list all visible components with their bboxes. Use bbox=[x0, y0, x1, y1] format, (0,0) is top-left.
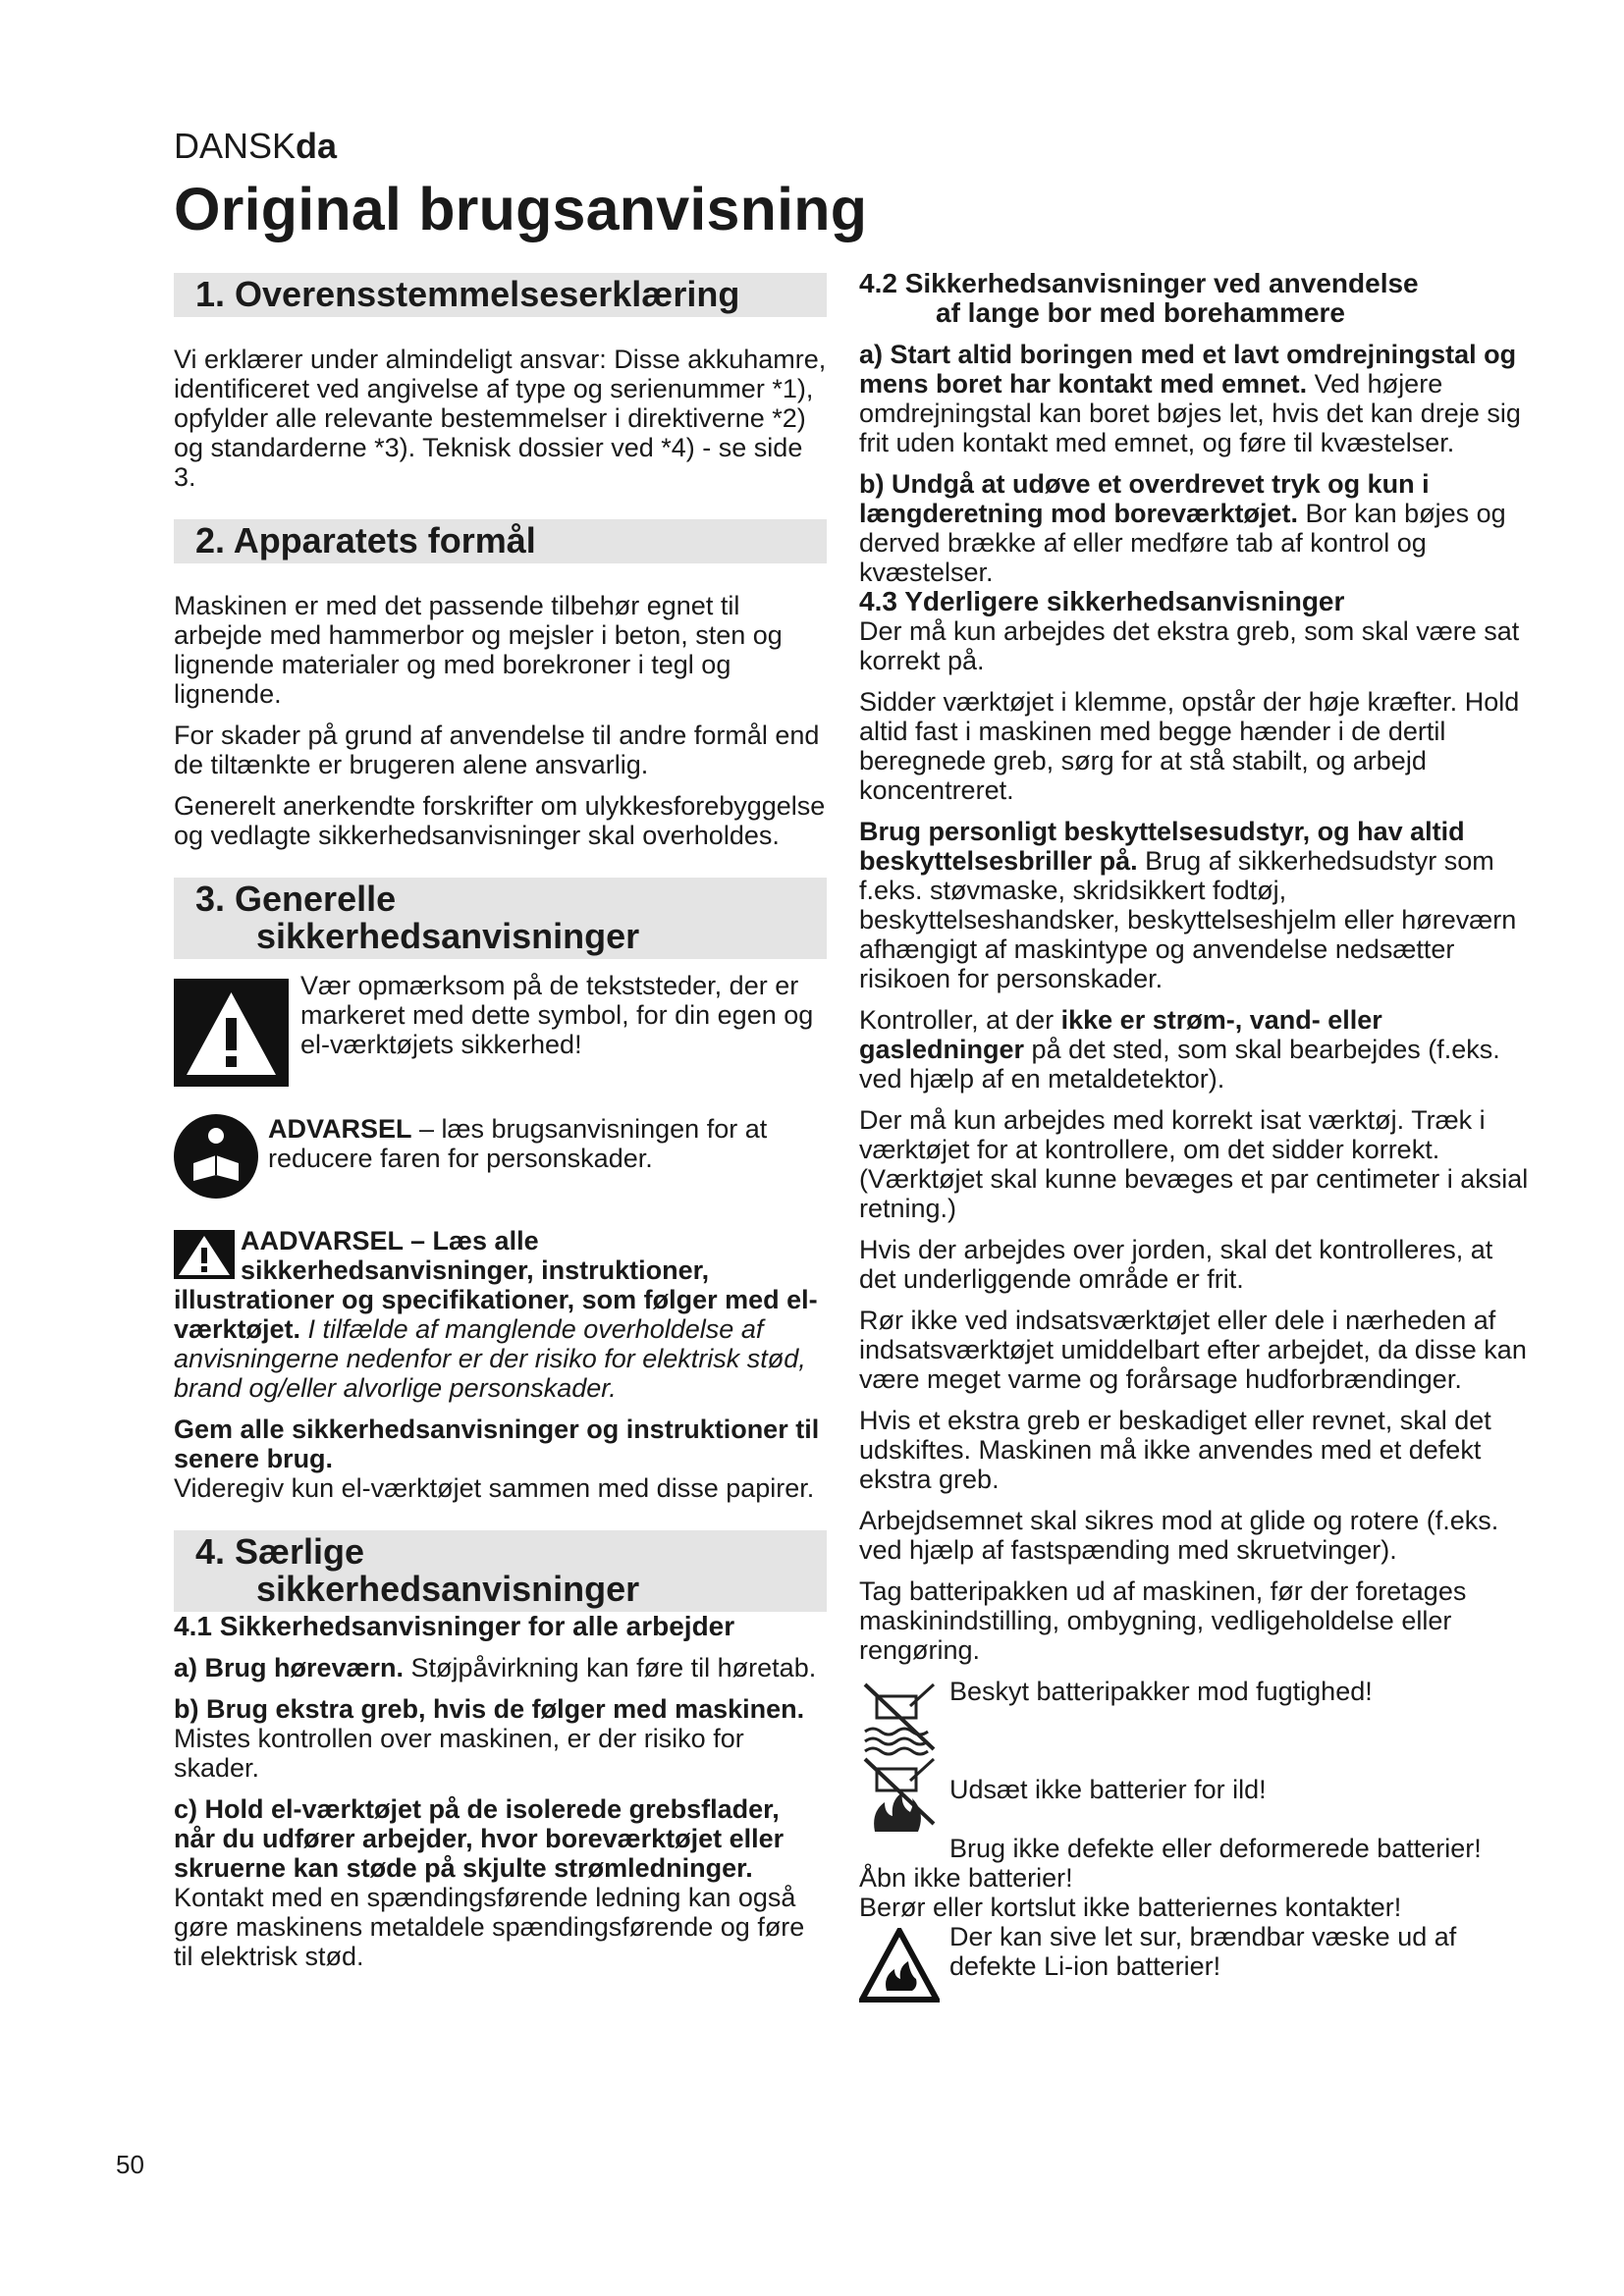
aadvarsel-note bbox=[174, 1226, 827, 1403]
warning-triangle-icon bbox=[174, 979, 289, 1087]
aadvarsel-text: AADVARSEL – Læs alle sikkerhedsanvisninger, instruktioner, illustrationer og specifikationer, som følger med el-værktøjet. I tilfælde af manglende overholdelse af anvisningerne nedenfor er der risiko for elektrisk stød, brand og/eller alvorlige personskader. bbox=[174, 1226, 818, 1403]
rule-4-2-a: a) Start altid boringen med et lavt omdrejningstal og mens boret har kontakt med emnet. Ved højere omdrejningstal kan boret bøjes let, hvis det kan dreje sig frit uden kontakt med emnet, og føre til kvæstelser. bbox=[859, 340, 1521, 457]
symbol-note-text: Vær opmærksom på de tekststeder, der er markeret med dette symbol, for din egen og el-værktøjets sikkerhed! bbox=[300, 971, 814, 1059]
battery-note-4: Åbn ikke batterier! bbox=[859, 1863, 1073, 1893]
small-warning-icon bbox=[174, 1230, 235, 1279]
rule-a: a) Brug høreværn. Støjpåvirkning kan føre til høretab. bbox=[174, 1653, 817, 1682]
section-2-text-2: For skader på grund af anvendelse til andre formål end de tiltænkte er brugeren alene ansvarlig. bbox=[174, 721, 820, 779]
advarsel-note bbox=[174, 1114, 827, 1199]
section-1-text: Vi erklærer under almindeligt ansvar: Disse akkuhamre, identificeret ved angivelse af type og serienummer *1), opfylder alle relevante bestemmelser i direktiverne *2) og standarderne *3). Teknisk dossier ved *4) - se side 3. bbox=[174, 345, 827, 492]
read-manual-icon bbox=[174, 1114, 258, 1199]
battery-note-6: Der kan sive let sur, brændbar væske ud af defekte Li-ion batterier! bbox=[949, 1922, 1457, 1981]
battery-note-2: Udsæt ikke batterier for ild! bbox=[949, 1775, 1267, 1804]
page-title: Original brugsanvisning bbox=[174, 176, 868, 242]
section-4-3-heading: 4.3 Yderligere sikkerhedsanvisninger bbox=[859, 586, 1345, 616]
section-4-heading: 4. Særlige sikkerhedsanvisninger bbox=[174, 1530, 827, 1612]
battery-note-5: Berør eller kortslut ikke batteriernes kontakter! bbox=[859, 1893, 1402, 1922]
language-label: DANSKda bbox=[174, 126, 338, 166]
rule-c: c) Hold el-værktøjet på de isolerede grebsflader, når du udfører arbejder, hvor boreværktøjet eller skruerne kan støde på skjulte strømledninger. Kontakt med en spændingsførende ledning kan også gøre maskinens metaldele spændingsførende og føre til elektrisk stød. bbox=[174, 1794, 805, 1971]
paragraph-4: Kontroller, at der ikke er strøm-, vand- eller gasledninger på det sted, som skal bearbejdes (f.eks. ved hjælp af en metaldetektor). bbox=[859, 1005, 1500, 1094]
battery-leak-note bbox=[859, 1922, 1529, 2002]
paragraph-7: Rør ikke ved indsatsværktøjet eller dele i nærheden af indsatsværktøjet umiddelbart efter arbejdet, da disse kan være meget varme og forårsage hudforbrændinger. bbox=[859, 1306, 1527, 1394]
section-2-text-1: Maskinen er med det passende tilbehør egnet til arbejde med hammerbor og mejsler i beton, sten og lignende materialer og med borekroner i tegl og lignende. bbox=[174, 591, 783, 709]
paragraph-6: Hvis der arbejdes over jorden, skal det kontrolleres, at det underliggende område er frit. bbox=[859, 1235, 1493, 1294]
section-4-1-heading: 4.1 Sikkerhedsanvisninger for alle arbejder bbox=[174, 1611, 735, 1641]
symbol-note bbox=[174, 971, 827, 1087]
right-column bbox=[859, 269, 1529, 2002]
advarsel-text: ADVARSEL – læs brugsanvisningen for at reducere faren for personskader. bbox=[268, 1114, 768, 1173]
section-2-text-3: Generelt anerkendte forskrifter om ulykkesforebyggelse og vedlagte sikkerhedsanvisninger skal overholdes. bbox=[174, 791, 826, 850]
section-1-heading: 1. Overensstemmelseserklæring bbox=[174, 273, 827, 317]
section-2-heading: 2. Apparatets formål bbox=[174, 519, 827, 563]
battery-note-3: Brug ikke defekte eller deformerede batterier! bbox=[949, 1834, 1482, 1863]
paragraph-5: Der må kun arbejdes med korrekt isat værktøj. Træk i værktøjet for at kontrollere, om det sidder korrekt. (Værktøjet skal kunne bevæges et par centimeter i aksial retning.) bbox=[859, 1105, 1529, 1223]
battery-note-1: Beskyt batteripakker mod fugtighed! bbox=[949, 1677, 1373, 1706]
paragraph-8: Hvis et ekstra greb er beskadiget eller revnet, skal det udskiftes. Maskinen må ikke anvendes med et defekt ekstra greb. bbox=[859, 1406, 1491, 1494]
section-3-heading: 3. Generelle sikkerhedsanvisninger bbox=[174, 878, 827, 959]
paragraph-3: Brug personligt beskyttelsesudstyr, og hav altid beskyttelsesbriller på. Brug af sikkerhedsudstyr som f.eks. støvmaske, skridsikkert fodtøj, beskyttelseshandsker, beskyttelseshjelm eller høreværn afhængigt af maskintype og anvendelse nedsætter risikoen for personskader. bbox=[859, 817, 1517, 993]
page-number: 50 bbox=[116, 2150, 144, 2179]
no-moisture-icon bbox=[859, 1677, 940, 1757]
left-column bbox=[174, 273, 827, 1971]
keep-instructions: Gem alle sikkerhedsanvisninger og instruktioner til senere brug. Videregiv kun el-værktøjet sammen med disse papirer. bbox=[174, 1415, 820, 1503]
flammable-warning-icon bbox=[859, 1928, 940, 2002]
paragraph-1: Der må kun arbejdes det ekstra greb, som skal være sat korrekt på. bbox=[859, 616, 1520, 675]
battery-moisture-note bbox=[859, 1677, 1529, 1755]
rule-4-2-b: b) Undgå at udøve et overdrevet tryk og kun i længderetning mod boreværktøjet. Bor kan bøjes og derved brække af eller medføre tab af kontrol og kvæstelser. bbox=[859, 469, 1506, 587]
paragraph-10: Tag batteripakken ud af maskinen, før der foretages maskinindstilling, ombygning, vedligeholdelse eller rengøring. bbox=[859, 1576, 1467, 1665]
no-fire-icon bbox=[859, 1755, 940, 1836]
battery-fire-note bbox=[859, 1755, 1529, 1834]
paragraph-9: Arbejdsemnet skal sikres mod at glide og rotere (f.eks. ved hjælp af fastspænding med skruetvinger). bbox=[859, 1506, 1499, 1565]
paragraph-2: Sidder værktøjet i klemme, opstår der høje kræfter. Hold altid fast i maskinen med begge hænder i de dertil beregnede greb, sørg for at stå stabilt, og arbejd koncentreret. bbox=[859, 687, 1520, 805]
rule-b: b) Brug ekstra greb, hvis de følger med maskinen. Mistes kontrollen over maskinen, er der risiko for skader. bbox=[174, 1694, 805, 1783]
section-4-2-heading: 4.2 Sikkerhedsanvisninger ved anvendelse af lange bor med borehammere bbox=[859, 268, 1419, 328]
